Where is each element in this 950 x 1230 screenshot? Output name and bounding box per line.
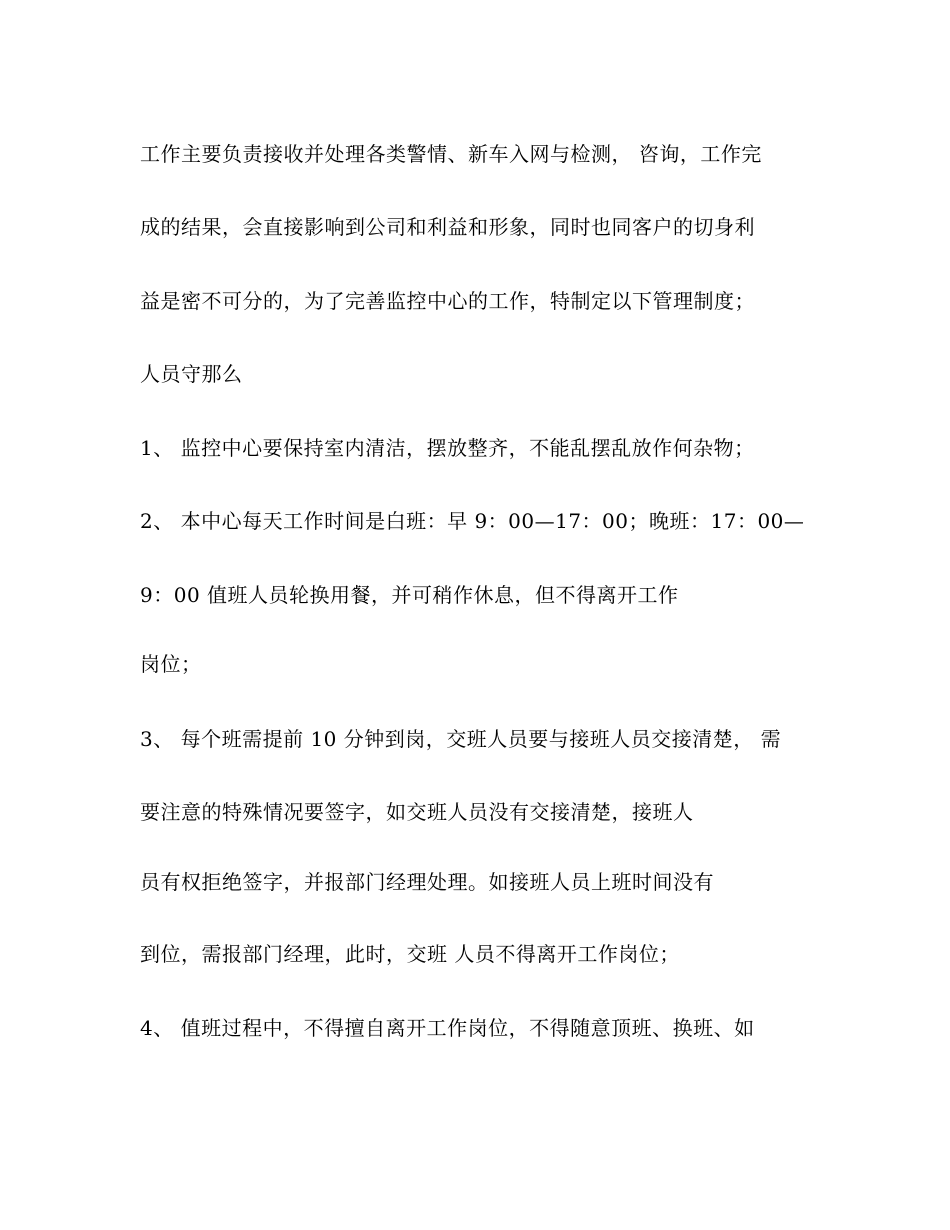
rule-item-3-cont-2: 员有权拒绝签字，并报部门经理处理。如接班人员上班时间没有 [140, 870, 714, 894]
rule-item-2-cont-2: 岗位； [140, 652, 202, 676]
rule-item-3-cont-3: 到位，需报部门经理，此时，交班 人员不得离开工作岗位； [140, 942, 680, 966]
rule-item-3: 3、 每个班需提前 10 分钟到岗，交班人员要与接班人员交接清楚， 需 [140, 727, 782, 751]
rule-item-3-cont-1: 要注意的特殊情况要签字，如交班人员没有交接清楚，接班人 [140, 800, 694, 824]
paragraph-line-1: 工作主要负责接收并处理各类警情、新车入网与检测， 咨询，工作完 [140, 142, 762, 166]
rule-item-2: 2、 本中心每天工作时间是白班：早 9：00—17：00；晚班：17：00— [140, 509, 805, 533]
paragraph-line-2: 成的结果，会直接影响到公司和利益和形象，同时也同客户的切身利 [140, 215, 755, 239]
rule-item-1: 1、 监控中心要保持室内清洁，摆放整齐，不能乱摆乱放作何杂物； [140, 436, 755, 460]
rule-item-2-cont-1: 9：00 值班人员轮换用餐，并可稍作休息，但不得离开工作 [140, 583, 679, 607]
paragraph-line-3: 益是密不可分的，为了完善监控中心的工作，特制定以下管理制度； [140, 289, 755, 313]
section-heading: 人员守那么 [140, 362, 243, 386]
rule-item-4: 4、 值班过程中，不得擅自离开工作岗位，不得随意顶班、换班、如 [140, 1016, 755, 1040]
